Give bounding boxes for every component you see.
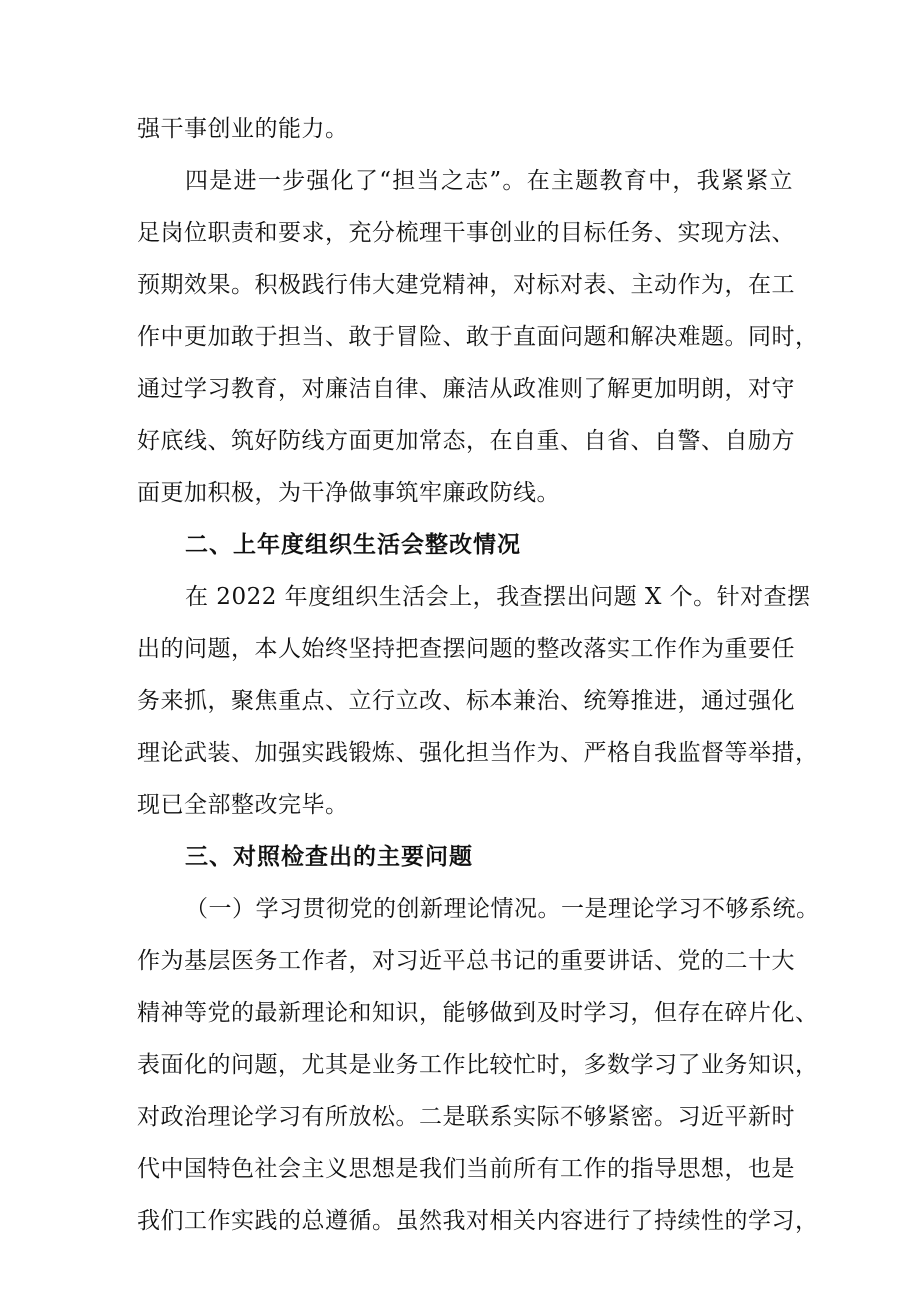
body-line: 作为基层医务工作者，对习近平总书记的重要讲话、党的二十大 [137,948,795,974]
body-line: 出的问题，本人始终坚持把查摆问题的整改落实工作作为重要任 [137,636,795,662]
body-line: 现已全部整改完毕。 [137,792,349,818]
body-line: 预期效果。积极践行伟大建党精神，对标对表、主动作为，在工 [137,272,795,298]
body-line: 好底线、筑好防线方面更加常态，在自重、自省、自警、自励方 [137,428,795,454]
body-line: 表面化的问题，尤其是业务工作比较忙时，多数学习了业务知识， [137,1052,819,1078]
body-line: 足岗位职责和要求，充分梳理干事创业的目标任务、实现方法、 [137,220,795,246]
body-line: 精神等党的最新理论和知识，能够做到及时学习，但存在碎片化、 [137,1000,819,1026]
body-line: 我们工作实践的总遵循。虽然我对相关内容进行了持续性的学习， [137,1208,819,1234]
body-line: （一）学习贯彻党的创新理论情况。一是理论学习不够系统。 [185,896,820,922]
body-line: 通过学习教育，对廉洁自律、廉洁从政准则了解更加明朗，对守 [137,376,795,402]
body-line: 作中更加敢于担当、敢于冒险、敢于直面问题和解决难题。同时， [137,324,819,350]
body-line: 强干事创业的能力。 [137,116,349,142]
body-line: 务来抓，聚焦重点、立行立改、标本兼治、统筹推进，通过强化 [137,688,795,714]
body-line: 理论武装、加强实践锻炼、强化担当作为、严格自我监督等举措， [137,740,819,766]
section-heading: 三、对照检查出的主要问题 [185,844,473,870]
body-line: 面更加积极，为干净做事筑牢廉政防线。 [137,480,560,506]
body-line: 代中国特色社会主义思想是我们当前所有工作的指导思想，也是 [137,1156,795,1182]
body-line: 对政治理论学习有所放松。二是联系实际不够紧密。习近平新时 [137,1104,795,1130]
body-line: 在 2022 年度组织生活会上，我查摆出问题 X 个。针对查摆 [185,584,811,610]
body-line: 四是进一步强化了“担当之志”。在主题教育中，我紧紧立 [185,168,793,194]
section-heading: 二、上年度组织生活会整改情况 [185,532,521,558]
